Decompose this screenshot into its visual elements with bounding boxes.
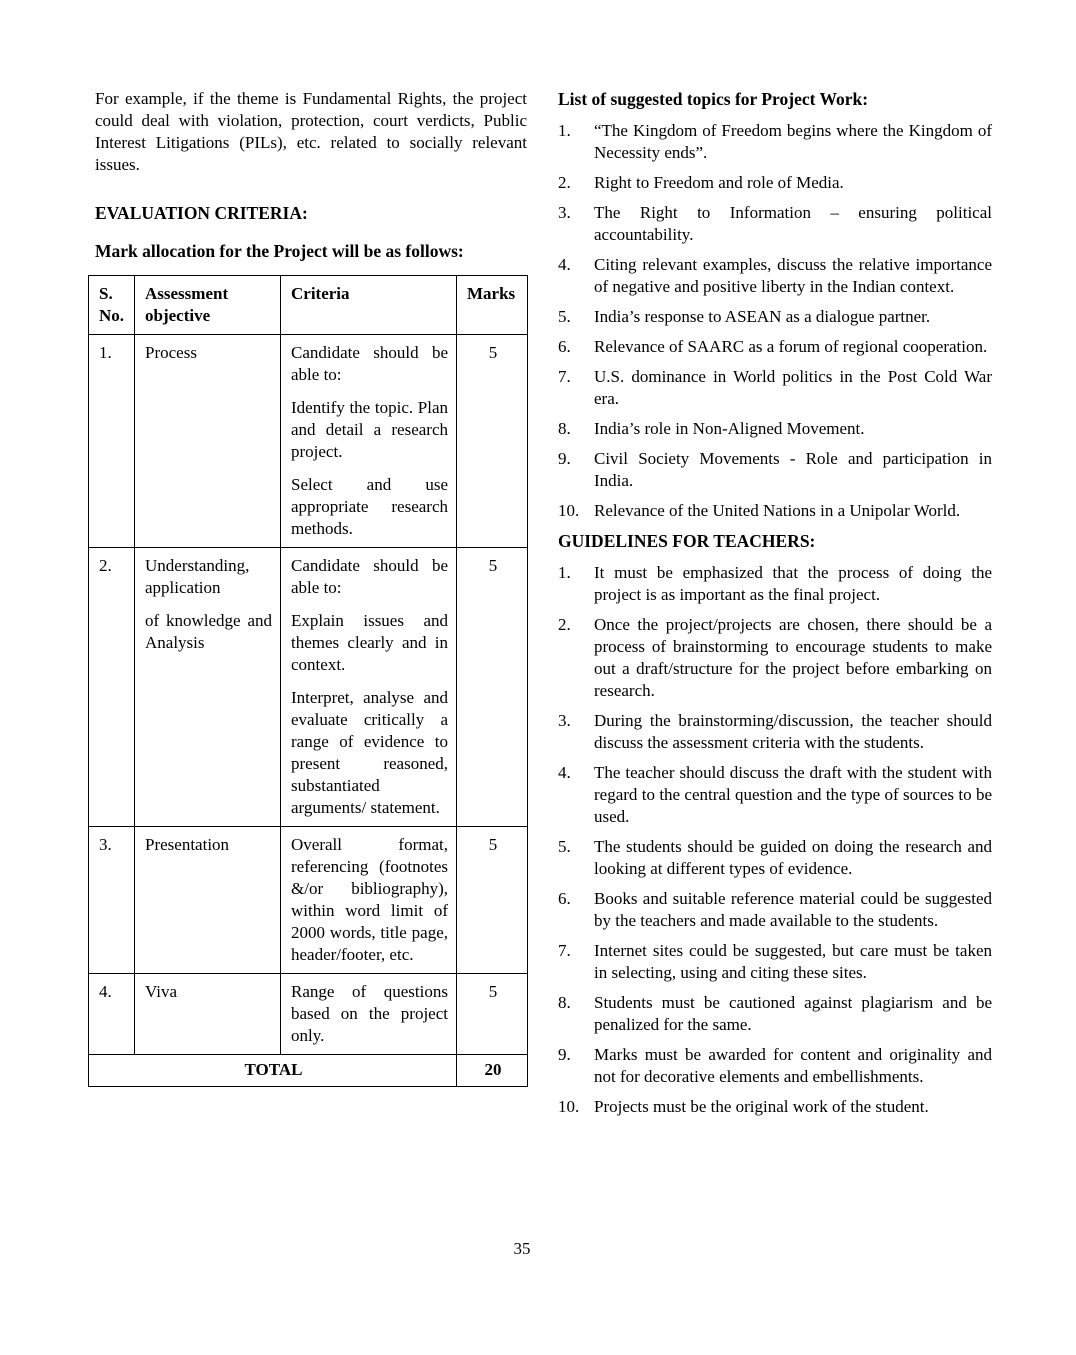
list-item-text: “The Kingdom of Freedom begins where the Kingdom of Necessity ends”. [594, 121, 992, 162]
list-item-text: India’s response to ASEAN as a dialogue partner. [594, 307, 931, 326]
evaluation-table [88, 275, 528, 1087]
cell-objective: Viva [135, 974, 281, 1055]
left-column [88, 88, 527, 1126]
list-item-number: 4. [558, 255, 571, 274]
list-item-number: 8. [558, 419, 571, 438]
list-item-number: 4. [558, 763, 571, 782]
list-item [558, 940, 992, 984]
list-item-text: The teacher should discuss the draft with the student with regard to the central question and the type of sources to be used. [594, 763, 992, 826]
list-item-text: Projects must be the original work of the student. [594, 1097, 929, 1116]
table-row [89, 827, 528, 974]
total-label: TOTAL [89, 1055, 457, 1087]
evaluation-table-body [89, 335, 528, 1087]
total-marks: 20 [457, 1055, 528, 1087]
table-row [89, 974, 528, 1055]
cell-criteria: Range of questions based on the project only. [281, 974, 457, 1055]
list-item [558, 1044, 992, 1088]
list-item [558, 562, 992, 606]
list-item-number: 5. [558, 307, 571, 326]
mark-allocation-subheading: Mark allocation for the Project will be as follows: [95, 241, 464, 261]
list-item [558, 418, 992, 440]
cell-marks: 5 [457, 335, 528, 548]
list-item-number: 8. [558, 993, 571, 1012]
table-header-sno: S. No. [89, 276, 135, 335]
list-item-text: India’s role in Non-Aligned Movement. [594, 419, 865, 438]
table-header-objective: Assessment objective [135, 276, 281, 335]
list-item [558, 172, 992, 194]
list-item [558, 500, 992, 522]
cell-objective: Process [135, 335, 281, 548]
list-item [558, 1096, 992, 1118]
list-item-text: Civil Society Movements - Role and participation in India. [594, 449, 992, 490]
list-item-number: 6. [558, 889, 571, 908]
list-item [558, 306, 992, 328]
list-item-number: 2. [558, 615, 571, 634]
list-item-number: 1. [558, 121, 571, 140]
list-item-number: 6. [558, 337, 571, 356]
table-header-criteria: Criteria [281, 276, 457, 335]
table-total-row [89, 1055, 528, 1087]
topics-heading: List of suggested topics for Project Work: [558, 89, 869, 109]
list-item-text: U.S. dominance in World politics in the Post Cold War era. [594, 367, 992, 408]
list-item-text: Books and suitable reference material could be suggested by the teachers and made available to the students. [594, 889, 992, 930]
guidelines-heading: GUIDELINES FOR TEACHERS: [558, 531, 816, 551]
list-item-text: Marks must be awarded for content and originality and not for decorative elements and embellishments. [594, 1045, 992, 1086]
list-item [558, 448, 992, 492]
cell-criteria: Candidate should be able to: Identify the topic. Plan and detail a research project. Select and use appropriate research methods. [281, 335, 457, 548]
table-row [89, 335, 528, 548]
list-item [558, 888, 992, 932]
list-item-number: 7. [558, 367, 571, 386]
list-item [558, 254, 992, 298]
cell-sno: 2. [89, 548, 135, 827]
cell-objective: Understanding, application of knowledge and Analysis [135, 548, 281, 827]
cell-objective: Presentation [135, 827, 281, 974]
evaluation-criteria-heading: EVALUATION CRITERIA: [95, 203, 308, 223]
list-item-text: Once the project/projects are chosen, there should be a process of brainstorming to encourage students to make out a draft/structure for the project before embarking on research. [594, 615, 992, 700]
list-item-number: 5. [558, 837, 571, 856]
intro-paragraph: For example, if the theme is Fundamental Rights, the project could deal with violation, protection, court verdicts, Public Interest Litigations (PILs), etc. related to socially relevant issues. [95, 89, 527, 174]
table-header-marks: Marks [457, 276, 528, 335]
list-item-number: 9. [558, 449, 571, 468]
list-item-number: 7. [558, 941, 571, 960]
list-item [558, 762, 992, 828]
list-item-number: 10. [558, 501, 580, 520]
topics-list [558, 120, 992, 522]
list-item-number: 3. [558, 711, 571, 730]
cell-criteria: Overall format, referencing (footnotes &/or bibliography), within word limit of 2000 words, title page, header/footer, etc. [281, 827, 457, 974]
list-item-number: 9. [558, 1045, 571, 1064]
cell-criteria: Candidate should be able to: Explain issues and themes clearly and in context. Interpret, analyse and evaluate critically a range of evidence to present reasoned, substantiated arguments/ statement. [281, 548, 457, 827]
list-item-text: Citing relevant examples, discuss the relative importance of negative and positive liberty in the Indian context. [594, 255, 992, 296]
list-item [558, 336, 992, 358]
page-number: 35 [513, 1239, 531, 1258]
cell-sno: 4. [89, 974, 135, 1055]
cell-sno: 1. [89, 335, 135, 548]
right-column [558, 88, 992, 1126]
list-item-text: Relevance of SAARC as a forum of regional cooperation. [594, 337, 988, 356]
cell-marks: 5 [457, 974, 528, 1055]
list-item-text: Right to Freedom and role of Media. [594, 173, 844, 192]
list-item-number: 10. [558, 1097, 580, 1116]
list-item [558, 366, 992, 410]
list-item [558, 120, 992, 164]
cell-marks: 5 [457, 548, 528, 827]
cell-sno: 3. [89, 827, 135, 974]
list-item [558, 202, 992, 246]
list-item [558, 614, 992, 702]
list-item-text: Relevance of the United Nations in a Unipolar World. [594, 501, 961, 520]
guidelines-list [558, 562, 992, 1118]
list-item-text: Internet sites could be suggested, but care must be taken in selecting, using and citing these sites. [594, 941, 992, 982]
list-item-text: It must be emphasized that the process of doing the project is as important as the final project. [594, 563, 992, 604]
list-item-text: The Right to Information – ensuring political accountability. [594, 203, 992, 244]
list-item-text: During the brainstorming/discussion, the teacher should discuss the assessment criteria with the students. [594, 711, 992, 752]
list-item [558, 710, 992, 754]
evaluation-table-head [89, 276, 528, 335]
list-item-number: 1. [558, 563, 571, 582]
cell-marks: 5 [457, 827, 528, 974]
list-item-number: 2. [558, 173, 571, 192]
table-row [89, 548, 528, 827]
list-item-number: 3. [558, 203, 571, 222]
list-item-text: Students must be cautioned against plagiarism and be penalized for the same. [594, 993, 992, 1034]
table-header-row [89, 276, 528, 335]
list-item [558, 992, 992, 1036]
two-column-layout [88, 88, 992, 1126]
list-item [558, 836, 992, 880]
list-item-text: The students should be guided on doing the research and looking at different types of evidence. [594, 837, 992, 878]
